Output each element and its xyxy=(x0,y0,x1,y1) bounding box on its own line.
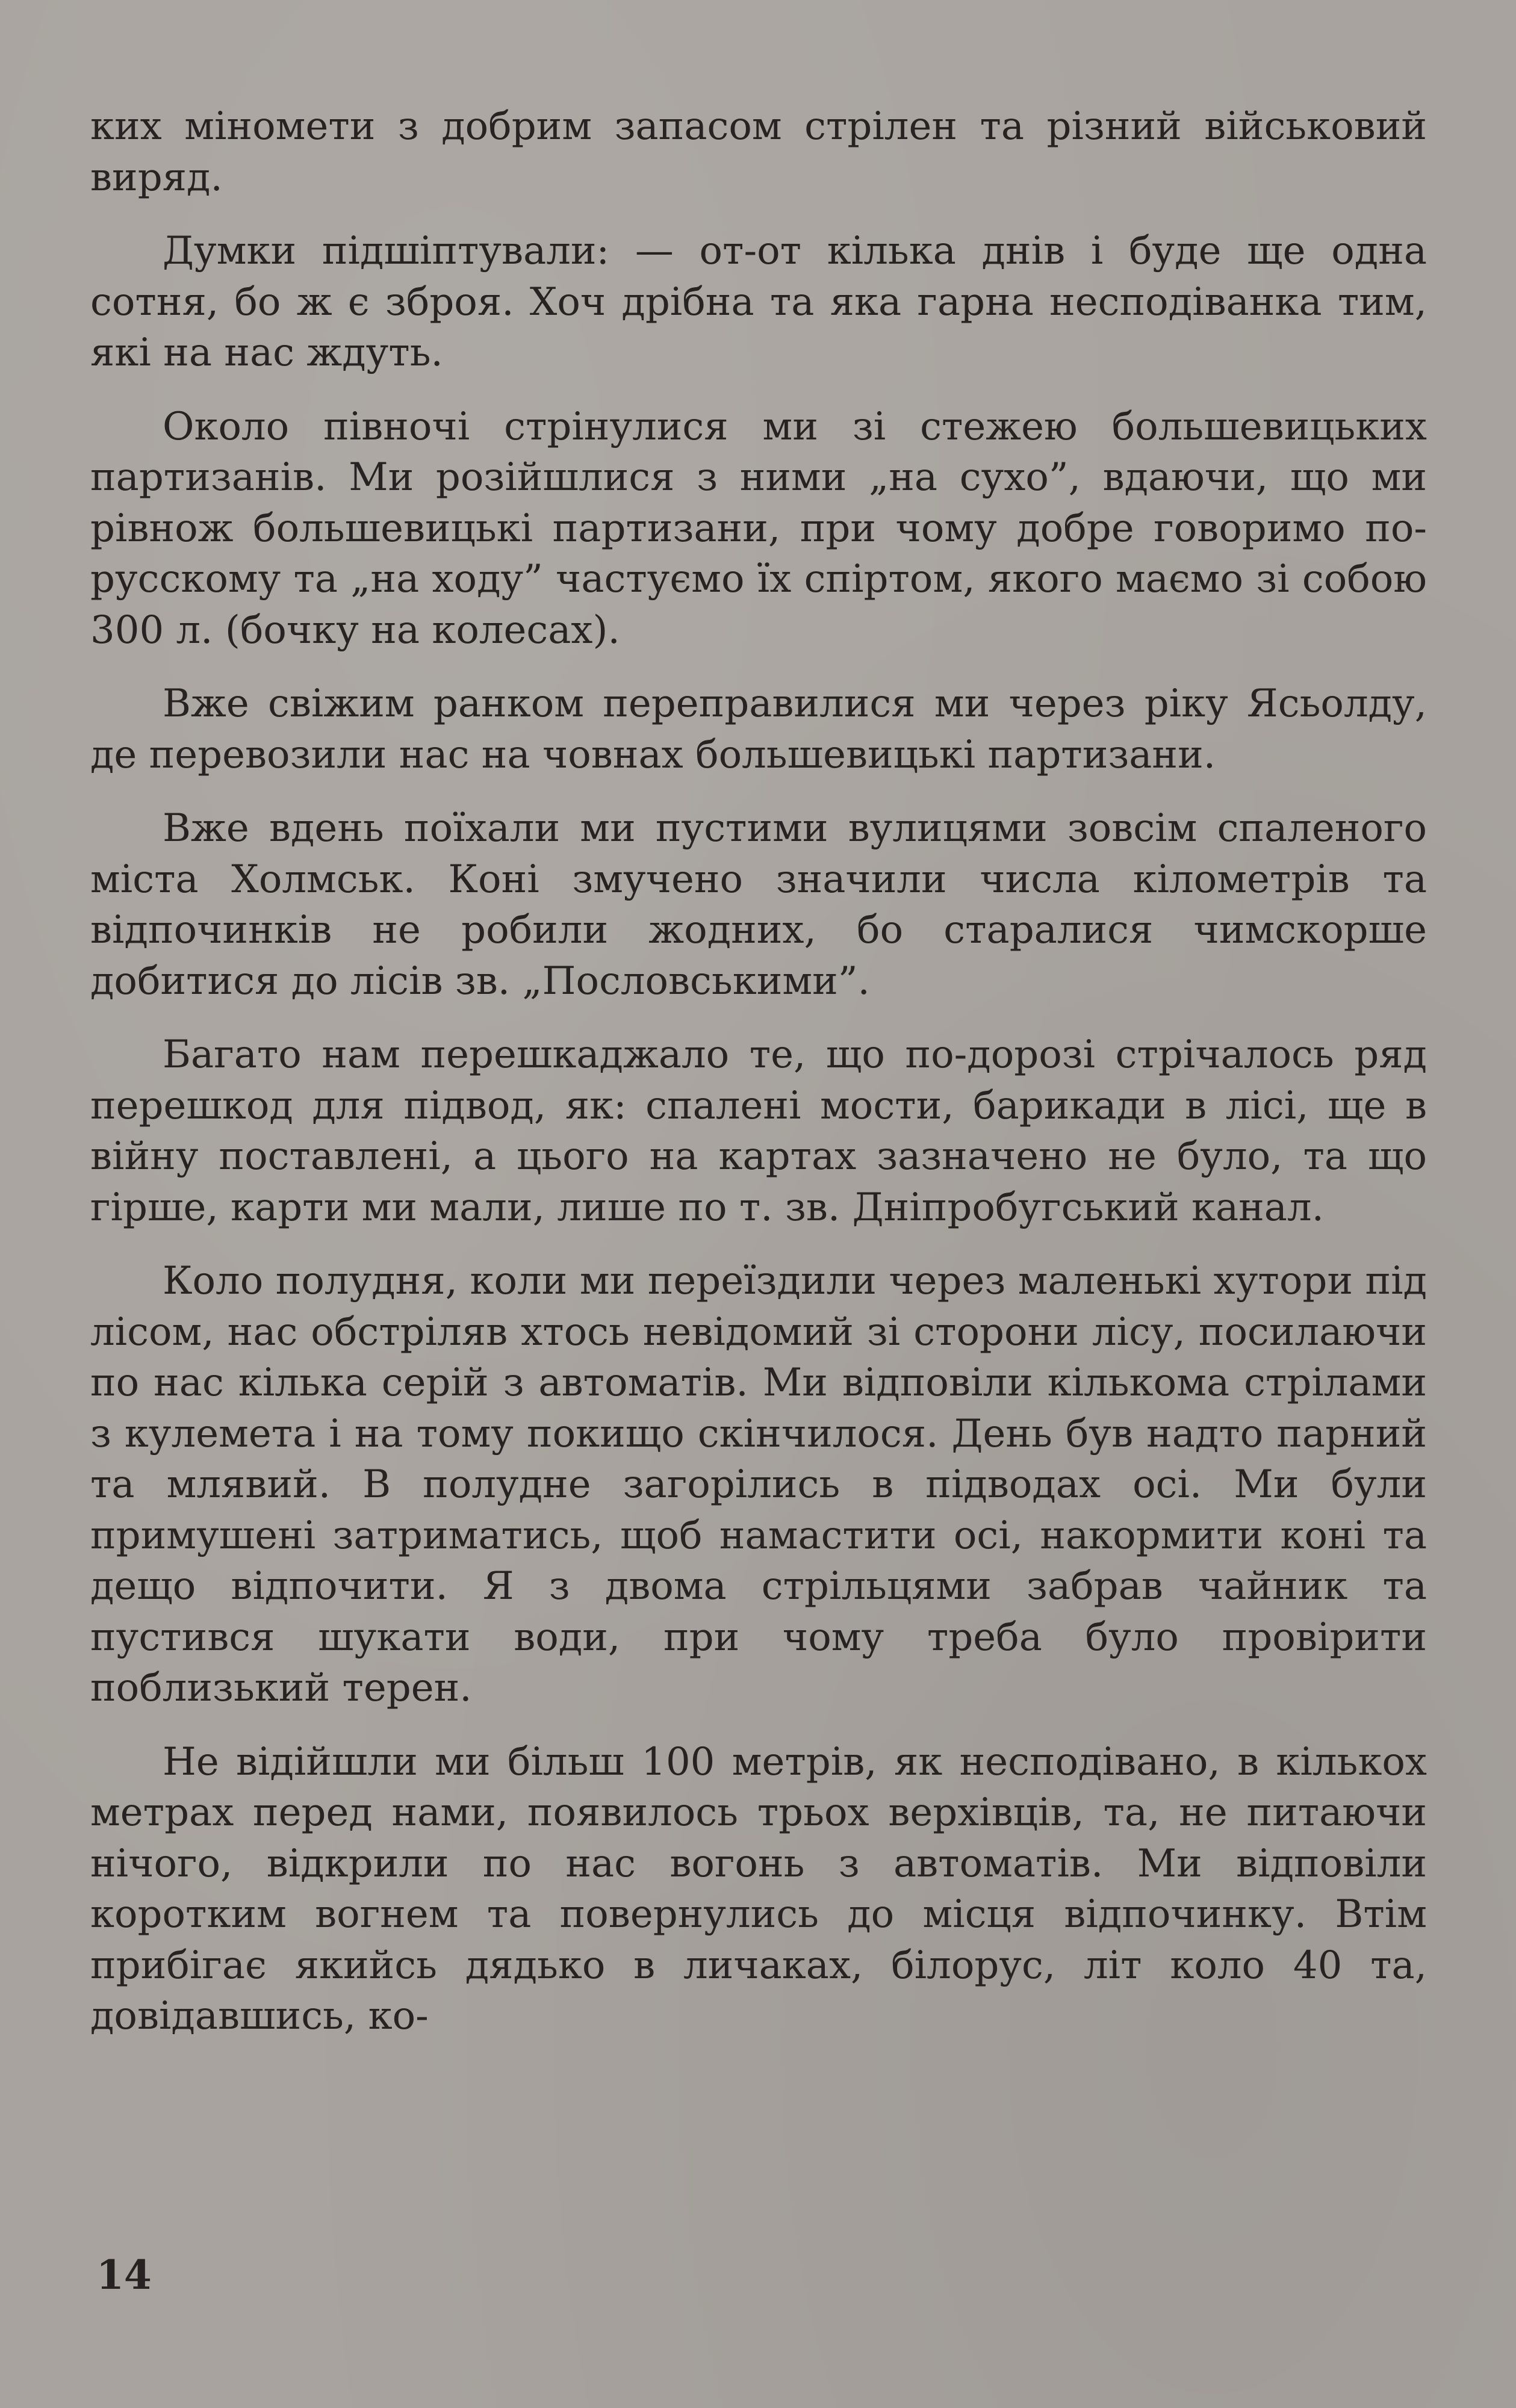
paragraph: Вже вдень поїхали ми пустими вулицями зовсім спаленого міста Холмськ. Коні змучено значили числа кілометрів та відпочинків не робили жодних, бо старалися чимскорше добитися до лісів зв. „Пословськими”. xyxy=(90,806,1427,1004)
paragraph-continued: ких міномети з добрим запасом стрілен та різний військовий виряд. xyxy=(90,104,1427,200)
paragraph: Вже свіжим ранком переправилися ми через ріку Ясьолду, де перевозили нас на човнах большевицькі партизани. xyxy=(90,681,1427,777)
paragraph: Думки підшіптували: — от-от кілька днів і буде ще одна сотня, бо ж є зброя. Хоч дрібна та яка гарна несподіванка тим, які на нас ждуть. xyxy=(90,229,1427,375)
paragraph: Около півночі стрінулися ми зі стежею большевицьких партизанів. Ми розійшлися з ними „на сухо”, вдаючи, що ми рівнож большевицькі партизани, при чому добре говоримо по-русскому та „на ходу” частуємо їх спіртом, якого маємо зі собою 300 л. (бочку на колесах). xyxy=(90,404,1427,653)
paragraph: Багато нам перешкаджало те, що по-дорозі стрічалось ряд перешкод для підвод, як: спалені мости, барикади в лісі, ще в війну поставлені, а цього на картах зазначено не було, та що гірше, карти ми мали, лише по т. зв. Дніпробугський канал. xyxy=(90,1032,1427,1230)
page-text xyxy=(90,101,1427,2042)
paragraph: Не відійшли ми більш 100 метрів, як несподівано, в кількох метрах перед нами, появилось трьох верхівців, та, не питаючи нічого, відкрили по нас вогонь з автоматів. Ми відповіли коротким вогнем та повернулись до місця відпочинку. Втім прибігає якийсь дядько в личаках, білорус, літ коло 40 та, довідавшись, ко- xyxy=(90,1739,1427,2038)
page-number: 14 xyxy=(96,2251,152,2298)
paragraph: Коло полудня, коли ми переїздили через маленькі хутори під лісом, нас обстріляв хтось невідомий зі сторони лісу, посилаючи по нас кілька серій з автоматів. Ми відповіли кількома стрілами з кулемета і на тому покищо скінчилося. День був надто парний та млявий. В полудне загорілись в підводах осі. Ми були примушені затриматись, щоб намастити осі, накормити коні та дещо відпочити. Я з двома стрільцями забрав чайник та пустився шукати води, при чому треба було провірити поблизький терен. xyxy=(90,1259,1427,1710)
